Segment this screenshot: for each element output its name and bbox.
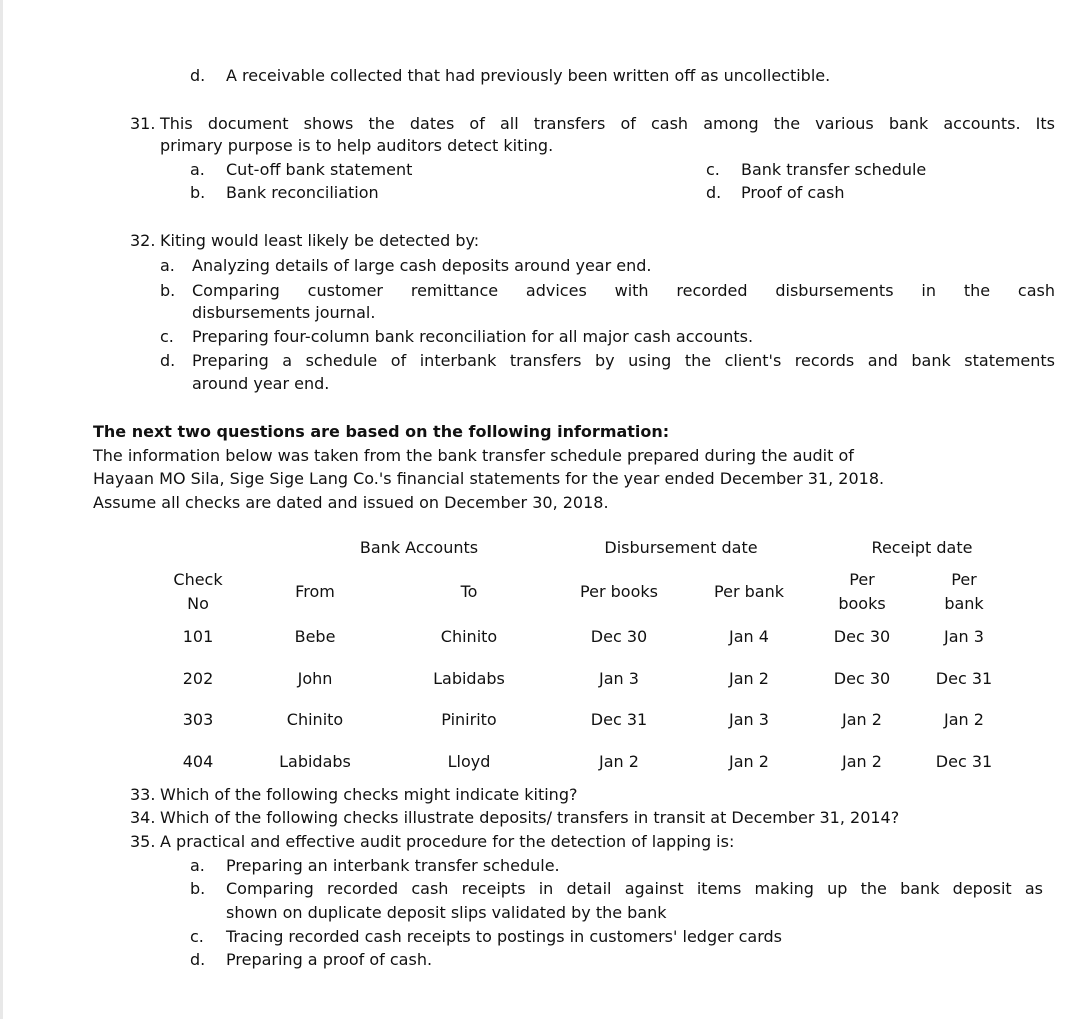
q31-option-a-label: a. bbox=[190, 160, 205, 179]
q31-stem-line2: primary purpose is to help auditors detect kiting. bbox=[160, 136, 554, 155]
cell-receipt-per-books: Jan 2 bbox=[842, 710, 882, 729]
group-header-bank-accounts: Bank Accounts bbox=[359, 538, 479, 557]
q30-option-d-text: A receivable collected that had previously been written off as uncollectible. bbox=[226, 66, 831, 85]
q33-number: 33. bbox=[130, 785, 156, 804]
cell-check-no: 404 bbox=[182, 752, 214, 771]
cell-to: Lloyd bbox=[447, 752, 491, 771]
cell-disb-per-books: Jan 3 bbox=[599, 669, 639, 688]
cell-to: Chinito bbox=[440, 627, 498, 646]
q30-option-d-label: d. bbox=[190, 66, 206, 85]
cell-from: Bebe bbox=[294, 627, 336, 646]
column-header-check-no: No bbox=[187, 594, 209, 613]
group-header-disbursement-date: Disbursement date bbox=[604, 538, 758, 557]
info-heading: The next two questions are based on the following information: bbox=[93, 422, 670, 441]
info-line: Hayaan MO Sila, Sige Sige Lang Co.'s financial statements for the year ended December 31, 2018. bbox=[93, 469, 885, 488]
info-line: Assume all checks are dated and issued on December 30, 2018. bbox=[93, 493, 609, 512]
q31-option-d-label: d. bbox=[706, 183, 722, 202]
cell-receipt-per-books: Dec 30 bbox=[833, 669, 891, 688]
cell-disb-per-books: Jan 2 bbox=[599, 752, 639, 771]
q34-number: 34. bbox=[130, 808, 156, 827]
q31-option-d: Proof of cash bbox=[741, 183, 845, 202]
cell-disb-per-bank: Jan 4 bbox=[729, 627, 769, 646]
q32-number: 32. bbox=[130, 231, 156, 250]
q31-option-b: Bank reconciliation bbox=[226, 183, 379, 202]
column-header-check-no: Check bbox=[173, 570, 223, 589]
q35-option-d: Preparing a proof of cash. bbox=[226, 950, 433, 969]
q32-option-b-line2: disbursements journal. bbox=[192, 303, 376, 322]
q32-stem: Kiting would least likely be detected by: bbox=[160, 231, 480, 250]
q35-option-c: Tracing recorded cash receipts to postings in customers' ledger cards bbox=[226, 927, 782, 946]
cell-check-no: 202 bbox=[182, 669, 214, 688]
q35-option-b-line2: shown on duplicate deposit slips validated by the bank bbox=[226, 903, 667, 922]
cell-receipt-per-books: Jan 2 bbox=[842, 752, 882, 771]
cell-disb-per-bank: Jan 2 bbox=[729, 752, 769, 771]
cell-receipt-per-bank: Dec 31 bbox=[935, 669, 993, 688]
q33-stem: Which of the following checks might indicate kiting? bbox=[160, 785, 578, 804]
cell-disb-per-bank: Jan 3 bbox=[729, 710, 769, 729]
cell-receipt-per-books: Dec 30 bbox=[833, 627, 891, 646]
column-header-to: To bbox=[460, 582, 478, 601]
cell-disb-per-bank: Jan 2 bbox=[729, 669, 769, 688]
q32-option-b-line1: Comparing customer remittance advices with recorded disbursements in the cash bbox=[192, 281, 1055, 300]
q31-option-b-label: b. bbox=[190, 183, 206, 202]
q35-option-d-label: d. bbox=[190, 950, 206, 969]
q32-option-d-line2: around year end. bbox=[192, 374, 330, 393]
cell-receipt-per-bank: Dec 31 bbox=[935, 752, 993, 771]
q31-option-a: Cut-off bank statement bbox=[226, 160, 413, 179]
q32-option-c: Preparing four-column bank reconciliation for all major cash accounts. bbox=[192, 327, 754, 346]
column-header-disb-per-bank: Per bank bbox=[714, 582, 784, 601]
q32-option-a-label: a. bbox=[160, 256, 175, 275]
group-header-receipt-date: Receipt date bbox=[871, 538, 973, 557]
page-edge bbox=[0, 0, 3, 1019]
info-line: The information below was taken from the bank transfer schedule prepared during the audit of bbox=[93, 446, 854, 465]
q35-option-c-label: c. bbox=[190, 927, 204, 946]
cell-check-no: 101 bbox=[182, 627, 214, 646]
column-header-receipt-per-books: books bbox=[838, 594, 886, 613]
column-header-receipt-per-bank: Per bbox=[951, 570, 977, 589]
cell-check-no: 303 bbox=[182, 710, 214, 729]
q32-option-a: Analyzing details of large cash deposits around year end. bbox=[192, 256, 652, 275]
cell-receipt-per-bank: Jan 2 bbox=[944, 710, 984, 729]
q31-number: 31. bbox=[130, 114, 156, 133]
column-header-from: From bbox=[295, 582, 335, 601]
q34-stem: Which of the following checks illustrate deposits/ transfers in transit at December 31, 2014? bbox=[160, 808, 900, 827]
column-header-disb-per-books: Per books bbox=[580, 582, 658, 601]
cell-from: John bbox=[297, 669, 333, 688]
q35-option-b-label: b. bbox=[190, 879, 206, 898]
q32-option-b-label: b. bbox=[160, 281, 176, 300]
cell-from: Labidabs bbox=[279, 752, 351, 771]
q31-stem-line1: This document shows the dates of all transfers of cash among the various bank accounts. Its bbox=[160, 114, 1055, 133]
q32-option-d-label: d. bbox=[160, 351, 176, 370]
cell-receipt-per-bank: Jan 3 bbox=[944, 627, 984, 646]
q32-option-c-label: c. bbox=[160, 327, 174, 346]
cell-disb-per-books: Dec 31 bbox=[590, 710, 648, 729]
q35-option-b-line1: Comparing recorded cash receipts in detail against items making up the bank deposit as bbox=[226, 879, 1043, 898]
q31-option-c: Bank transfer schedule bbox=[741, 160, 927, 179]
q35-option-a: Preparing an interbank transfer schedule. bbox=[226, 856, 560, 875]
column-header-receipt-per-books: Per bbox=[849, 570, 875, 589]
cell-from: Chinito bbox=[286, 710, 344, 729]
q35-option-a-label: a. bbox=[190, 856, 205, 875]
cell-disb-per-books: Dec 30 bbox=[590, 627, 648, 646]
q32-option-d-line1: Preparing a schedule of interbank transfers by using the client's records and bank statements bbox=[192, 351, 1055, 370]
cell-to: Pinirito bbox=[441, 710, 497, 729]
q31-option-c-label: c. bbox=[706, 160, 720, 179]
q35-stem: A practical and effective audit procedure for the detection of lapping is: bbox=[160, 832, 735, 851]
column-header-receipt-per-bank: bank bbox=[944, 594, 984, 613]
cell-to: Labidabs bbox=[433, 669, 505, 688]
q35-number: 35. bbox=[130, 832, 156, 851]
